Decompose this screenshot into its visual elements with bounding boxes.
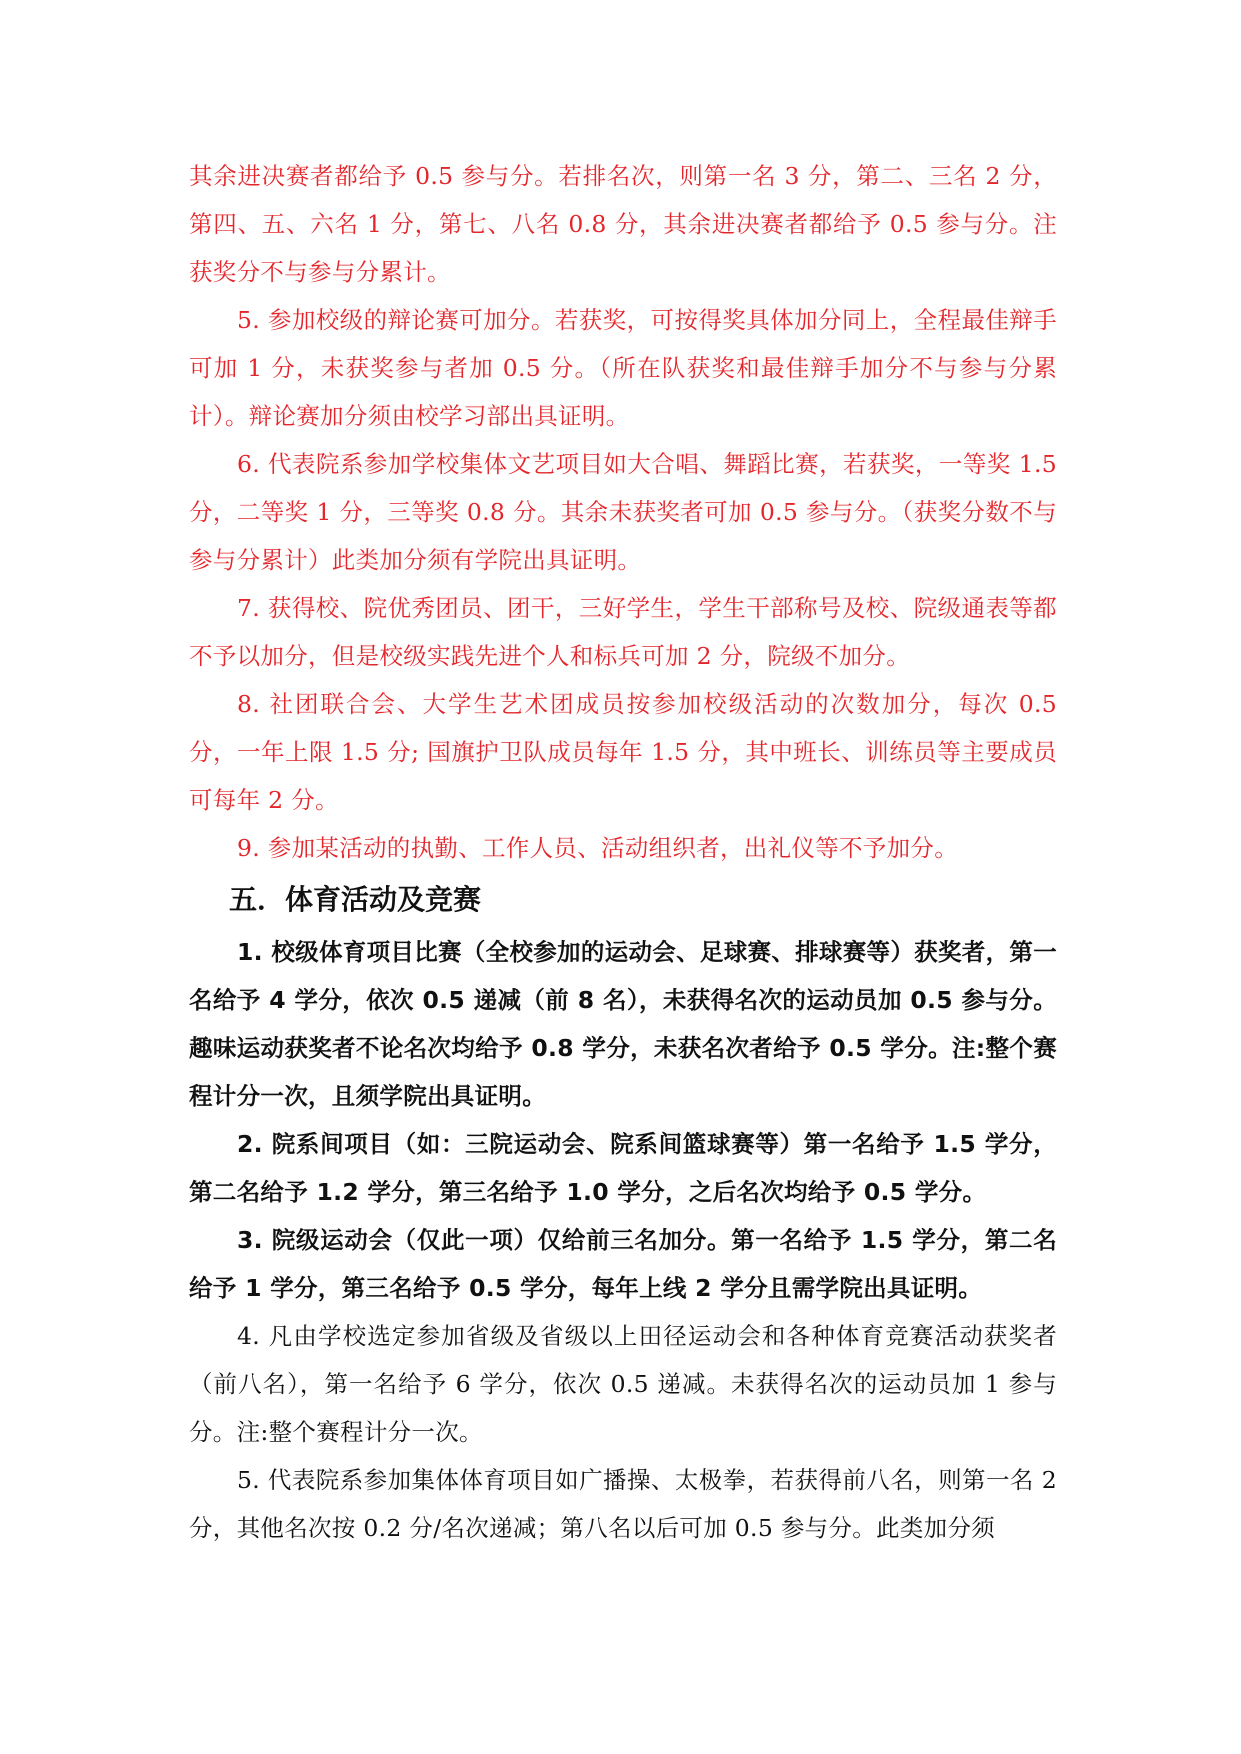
section5-item-2: 2. 院系间项目（如：三院运动会、院系间篮球赛等）第一名给予 1.5 学分，第二名给予 1.2 学分，第三名给予 1.0 学分，之后名次均给予 0.5 学分。 [189,1130,1057,1206]
section4-item-6: 6. 代表院系参加学校集体文艺项目如大合唱、舞蹈比赛，若获奖，一等奖 1.5 分，二等奖 1 分，三等奖 0.8 分。其余未获奖者可加 0.5 参与分。（获奖分数不与参与分累计）此类加分须有学院出具证明。 [189,450,1057,574]
section5-item-4: 4. 凡由学校选定参加省级及省级以上田径运动会和各种体育竞赛活动获奖者（前八名），第一名给予 6 学分，依次 0.5 递减。未获得名次的运动员加 1 参与分。注:整个赛程计分一次。 [189,1322,1057,1446]
section5-heading: 五．体育活动及竞赛 [229,883,482,916]
section4-paragraph-continued: 其余进决赛者都给予 0.5 参与分。若排名次，则第一名 3 分，第二、三名 2 分，第四、五、六名 1 分，第七、八名 0.8 分，其余进决赛者都给予 0.5 参与分。注获奖分不与参与分累计。 [189,162,1057,286]
section4-item-9: 9. 参加某活动的执勤、工作人员、活动组织者，出礼仪等不予加分。 [237,834,958,862]
section5-item-5: 5. 代表院系参加集体体育项目如广播操、太极拳，若获得前八名，则第一名 2 分，其他名次按 0.2 分/名次递减；第八名以后可加 0.5 参与分。此类加分须 [189,1466,1057,1542]
section4-item-5: 5. 参加校级的辩论赛可加分。若获奖，可按得奖具体加分同上，全程最佳辩手可加 1 分，未获奖参与者加 0.5 分。（所在队获奖和最佳辩手加分不与参与分累计）。辩论赛加分须由校学习部出具证明。 [189,306,1057,430]
section5-item-1: 1. 校级体育项目比赛（全校参加的运动会、足球赛、排球赛等）获奖者，第一名给予 4 学分，依次 0.5 递减（前 8 名），未获得名次的运动员加 0.5 参与分。趣味运动获奖者不论名次均给予 0.8 学分，未获名次者给予 0.5 学分。注:整个赛程计分一次，且须学院出具证明。 [189,938,1057,1110]
section4-item-8: 8. 社团联合会、大学生艺术团成员按参加校级活动的次数加分，每次 0.5 分，一年上限 1.5 分; 国旗护卫队成员每年 1.5 分，其中班长、训练员等主要成员可每年 2 分。 [189,690,1057,814]
document-body [189,152,1057,1552]
section5-item-3: 3. 院级运动会（仅此一项）仅给前三名加分。第一名给予 1.5 学分，第二名给予 1 学分，第三名给予 0.5 学分，每年上线 2 学分且需学院出具证明。 [189,1226,1057,1302]
section4-item-7: 7. 获得校、院优秀团员、团干，三好学生，学生干部称号及校、院级通表等都不予以加分，但是校级实践先进个人和标兵可加 2 分，院级不加分。 [189,594,1057,670]
